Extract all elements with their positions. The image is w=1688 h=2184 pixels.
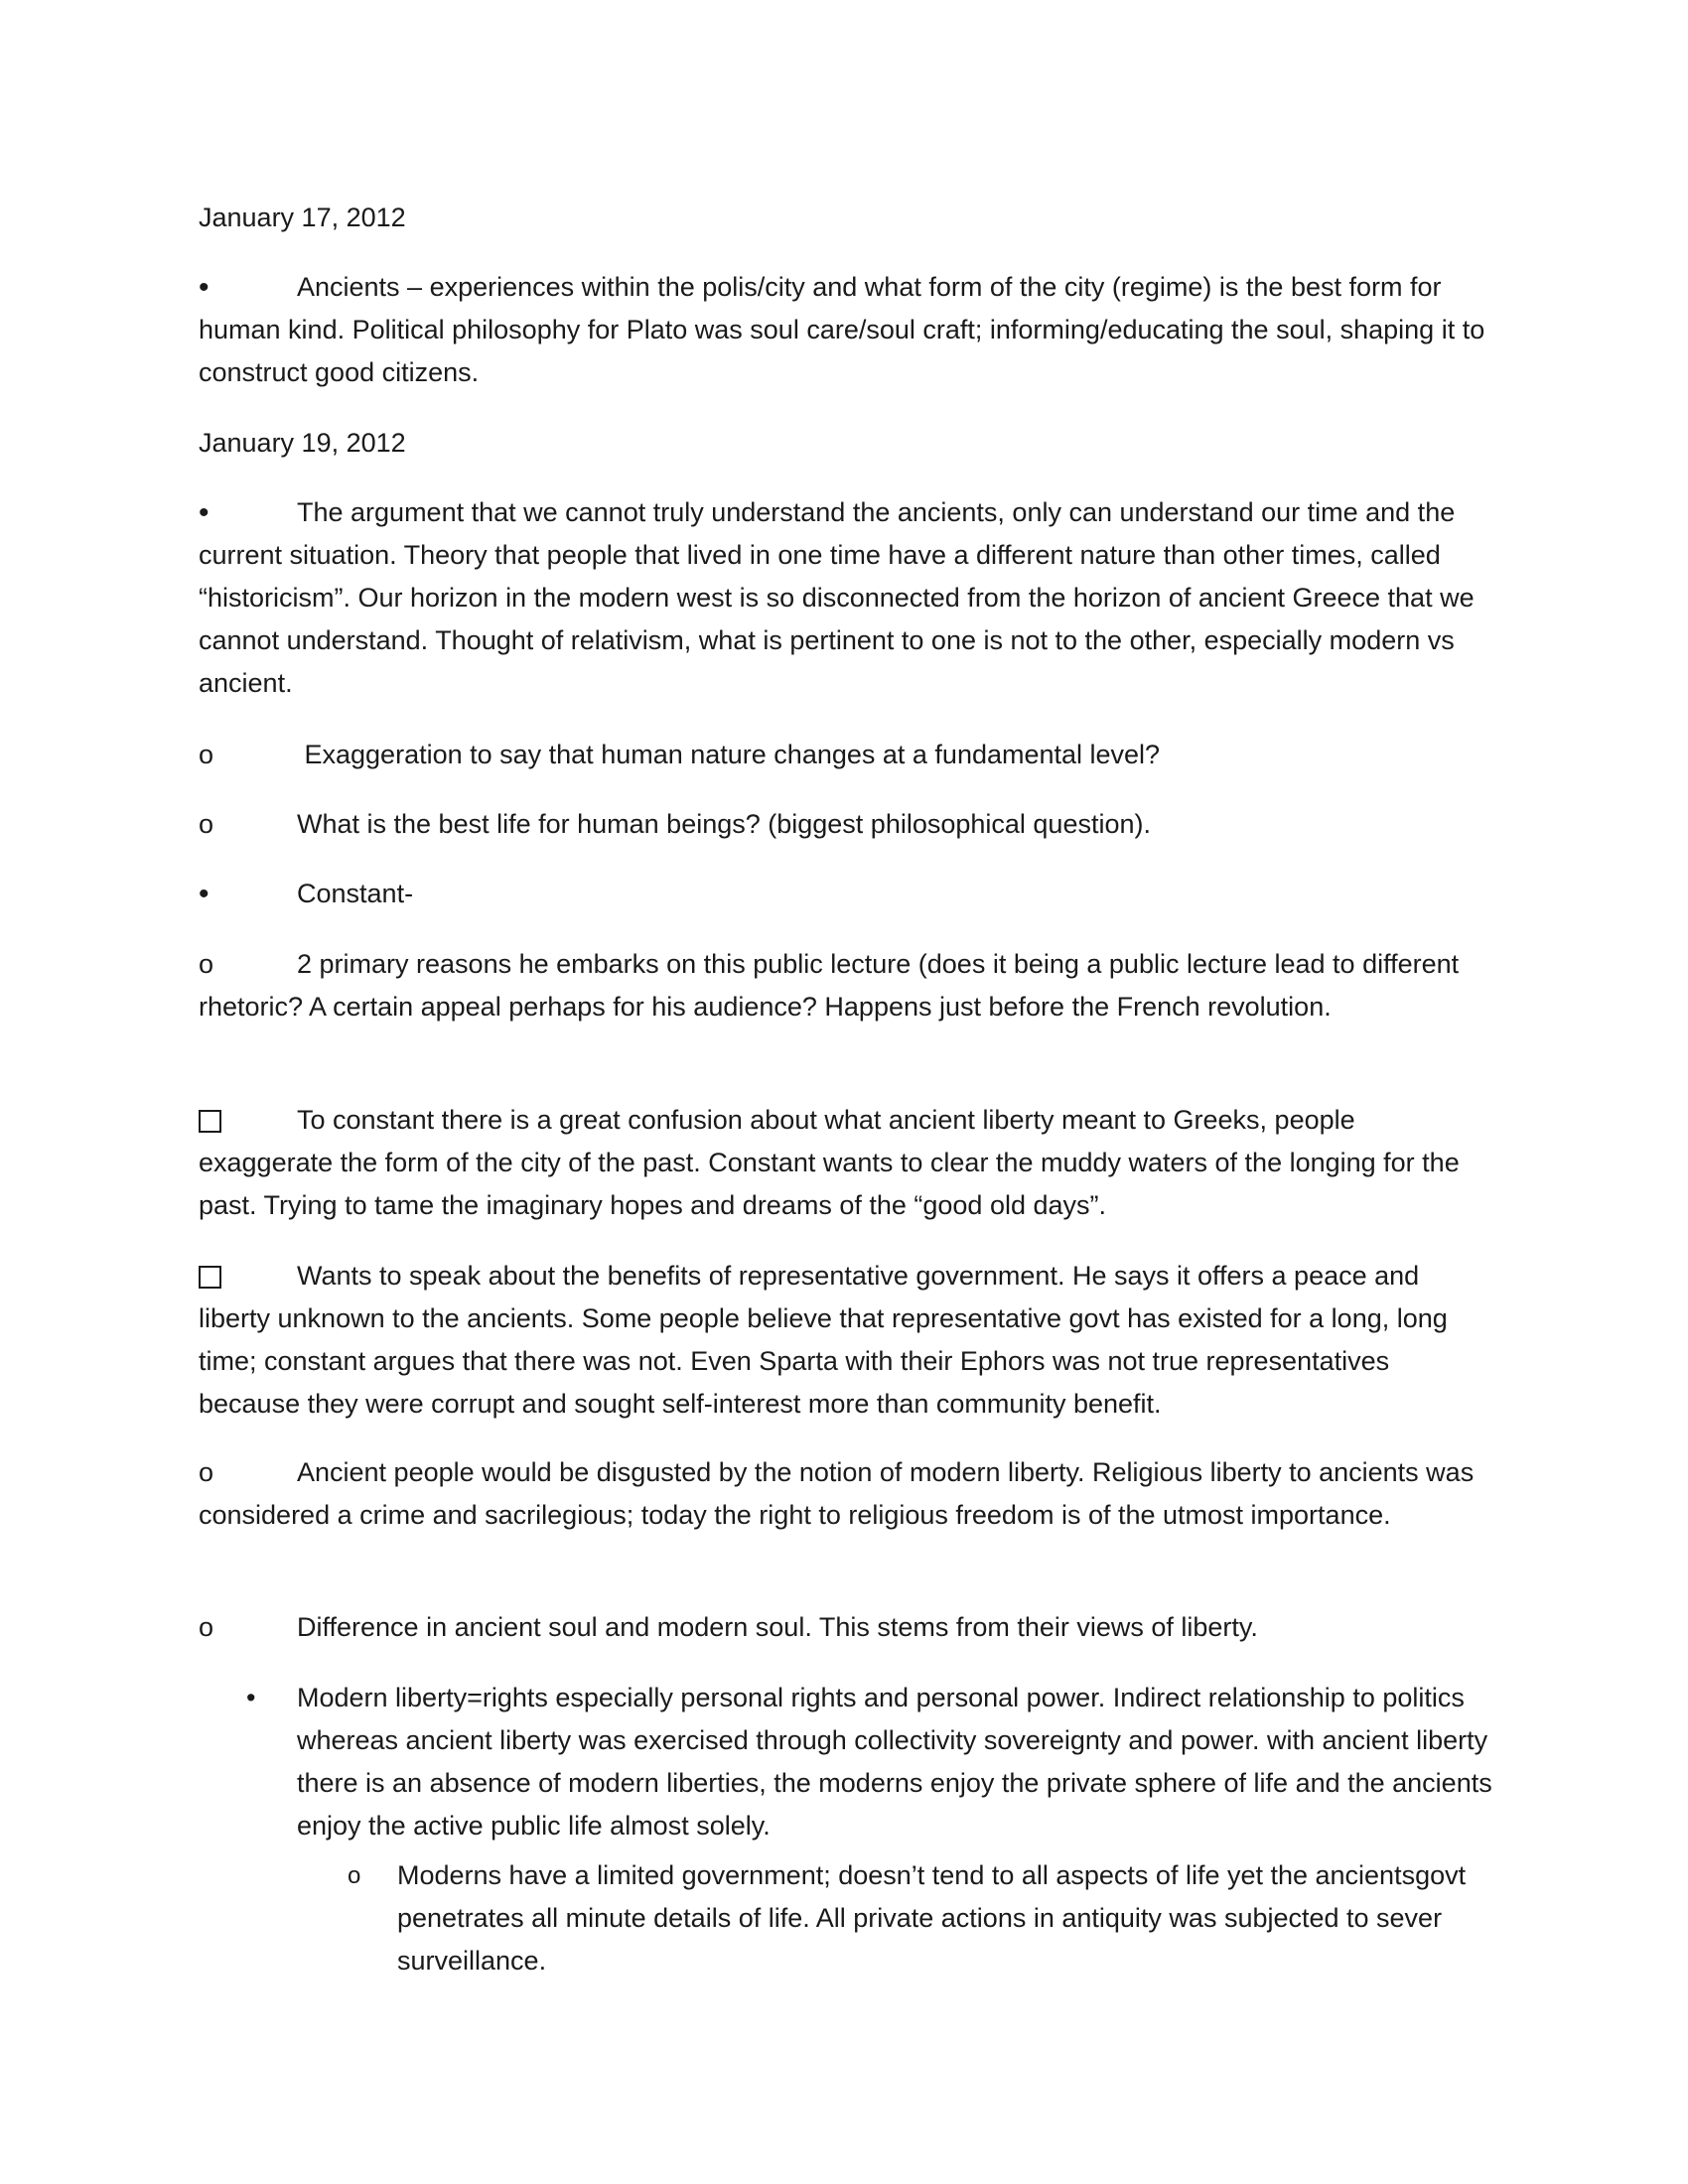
note-text: Wants to speak about the benefits of representative government. He says it offers a peace and liberty unknown to the ancients. Some people believe that representative govt has existed for a long, long time; constant argues that there was not. Even Sparta with their Ephors was not true representatives because they were corrupt and sought self-interest more than community benefit.: [199, 1261, 1448, 1419]
note-paragraph: Modern liberty=rights especially personal rights and personal power. Indirect relationship to politics whereas ancient liberty was exercised through collectivity sovereignty and power. with ancient liberty there is an absence of modern liberties, the moderns enjoy the private sphere of life and the ancients enjoy the active public life almost solely.: [297, 1683, 1492, 1841]
note-paragraph: [199, 1255, 1489, 1426]
circle-marker: o: [199, 949, 214, 979]
note-paragraph: [199, 1099, 1489, 1227]
circle-marker: o: [199, 1612, 214, 1642]
note-text: 2 primary reasons he embarks on this public lecture (does it being a public lecture lead to different rhetoric? A certain appeal perhaps for his audience? Happens just before the French revolution.: [199, 949, 1460, 1022]
note-text: Ancient people would be disgusted by the notion of modern liberty. Religious liberty to ancients was considered a crime and sacrilegious; today the right to religious freedom is of the utmost importance.: [199, 1457, 1475, 1530]
note-paragraph: [199, 734, 1489, 776]
note-paragraph: [199, 491, 1489, 705]
bullet-marker: •: [199, 496, 210, 529]
note-text: The argument that we cannot truly understand the ancients, only can understand our time and the current situation. Theory that people that lived in one time have a different nature than other times, called “historicism”. Our horizon in the modern west is so disconnected from the horizon of ancient Greece that we cannot understand. Thought of relativism, what is pertinent to one is not to the other, especially modern vs ancient.: [199, 497, 1475, 698]
date-heading: January 19, 2012: [199, 428, 406, 458]
circle-marker: o: [199, 809, 214, 839]
note-paragraph: [199, 943, 1489, 1028]
note-text: To constant there is a great confusion about what ancient liberty meant to Greeks, people exaggerate the form of the city of the past. Constant wants to clear the muddy waters of the longing for the past. Trying to tame the imaginary hopes and dreams of the “good old days”.: [199, 1105, 1460, 1220]
note-paragraph: [199, 873, 1489, 915]
date-heading: January 17, 2012: [199, 203, 406, 232]
note-text: Ancients – experiences within the polis/city and what form of the city (regime) is the best form for human kind. Political philosophy for Plato was soul care/soul craft; informing/educating the soul, shaping it to construct good citizens.: [199, 272, 1485, 387]
circle-marker: o: [199, 1457, 214, 1487]
note-paragraph: Moderns have a limited government; doesn’t tend to all aspects of life yet the ancientsgovt penetrates all minute details of life. All private actions in antiquity was subjected to sever surveillance.: [397, 1860, 1467, 1976]
note-text: Constant-: [297, 879, 414, 908]
note-text: What is the best life for human beings? (biggest philosophical question).: [297, 809, 1151, 839]
note-text: Exaggeration to say that human nature changes at a fundamental level?: [297, 740, 1161, 769]
bullet-marker: •: [199, 878, 210, 910]
circle-marker: o: [348, 1862, 361, 1889]
bullet-marker: •: [199, 271, 210, 304]
note-paragraph: [199, 803, 1489, 846]
note-text: Difference in ancient soul and modern soul. This stems from their views of liberty.: [297, 1612, 1258, 1642]
note-paragraph: [199, 1606, 1489, 1649]
note-paragraph: [199, 266, 1489, 394]
bullet-marker: •: [246, 1683, 256, 1712]
note-paragraph: [199, 1451, 1489, 1537]
circle-marker: o: [199, 740, 214, 769]
